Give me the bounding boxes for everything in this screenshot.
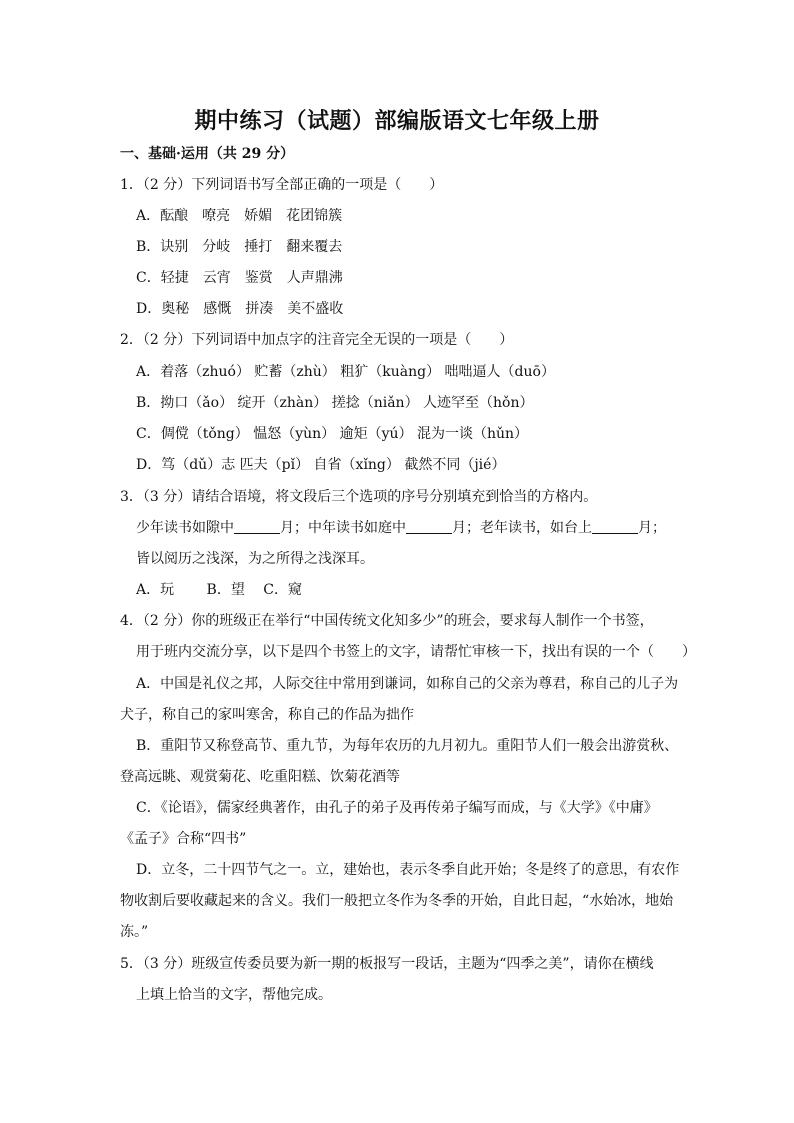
q3-blank-1[interactable] [234,519,280,534]
q2-option-d: D．笃（dǔ）志 匹夫（pǐ） 自省（xǐng） 截然不同（jié） [136,457,506,473]
q4-option-d-line1: D．立冬，二十四节气之一。立，建始也，表示冬季自此开始；冬是终了的意思，有农作 [136,862,680,878]
q2-option-b: B．拗口（ǎo） 绽开（zhàn） 搓捻（niǎn） 人迹罕至（hǒn） [136,395,534,411]
q3-text-3: 月；老年读书，如台上 [452,520,592,536]
q3-text-1: 少年读书如隙中 [136,520,234,536]
q4-stem-line2: 用于班内交流分享，以下是四个书签上的文字，请帮忙审核一下，找出有误的一个（ ） [136,644,696,660]
q3-blank-2[interactable] [406,519,452,534]
q3-text-2: 月；中年读书如庭中 [280,520,406,536]
q5-stem-line1: 5．（3 分）班级宣传委员要为新一期的板报写一段话，主题为“四季之美”，请你在横线 [120,956,654,972]
q2-option-a: A．着落（zhuó） 贮蓄（zhù） 粗犷（kuàng） 咄咄逼人（duō） [136,364,555,380]
q1-stem: 1．（2 分）下列词语书写全部正确的一项是（ ） [120,177,444,193]
q3-passage-line2: 皆以阅历之浅深，为之所得之浅深耳。 [136,551,374,567]
q4-option-d-line2: 物收割后要收藏起来的含义。我们一般把立冬作为冬季的开始，自此日起，“水始冰，地始 [120,893,674,909]
q3-stem: 3．（3 分）请结合语境，将文段后三个选项的序号分别填充到恰当的方格内。 [120,489,598,505]
q4-option-a-line2: 犬子，称自己的家叫寒舍，称自己的作品为拙作 [120,707,414,723]
q4-option-c-line1: C．《论语》，儒家经典著作，由孔子的弟子及再传弟子编写而成，与《大学》《中庸》 [136,800,658,816]
q1-option-d: D．奥秘 感慨 拼凑 美不盛收 [136,301,344,317]
q5-stem-line2: 上填上恰当的文字，帮他完成。 [136,987,332,1003]
q2-option-c: C．倜傥（tǒng） 愠怒（yùn） 逾矩（yú） 混为一谈（hǔn） [136,426,529,442]
section-heading: 一、基础·运用（共 29 分） [120,146,295,162]
q3-text-4: 月； [638,520,666,536]
q3-blank-3[interactable] [592,519,638,534]
q4-stem-line1: 4．（2 分）你的班级正在举行“中国传统文化知多少”的班会，要求每人制作一个书签， [120,613,654,629]
q4-option-b-line2: 登高远眺、观赏菊花、吃重阳糕、饮菊花酒等 [120,769,400,785]
page-title: 期中练习（试题）部编版语文七年级上册 [194,108,600,134]
q3-passage-line1 [136,518,666,538]
q4-option-d-line3: 冻。” [120,924,149,940]
q3-options: A．玩 B．望 C．窥 [136,582,303,598]
q1-option-c: C．轻捷 云宵 鉴赏 人声鼎沸 [136,270,343,286]
q1-option-b: B．诀别 分岐 捶打 翻来覆去 [136,239,343,255]
q4-option-b-line1: B．重阳节又称登高节、重九节，为每年农历的九月初九。重阳节人们一般会出游赏秋、 [136,738,679,754]
q4-option-c-line2: 《孟子》合称“四书” [120,831,247,847]
q1-option-a: A．酝酿 嘹亮 娇媚 花团锦簇 [136,208,343,224]
q4-option-a-line1: A．中国是礼仪之邦，人际交往中常用到谦词，如称自己的父亲为尊君，称自己的儿子为 [136,676,679,692]
q2-stem: 2．（2 分）下列词语中加点字的注音完全无误的一项是（ ） [120,332,514,348]
